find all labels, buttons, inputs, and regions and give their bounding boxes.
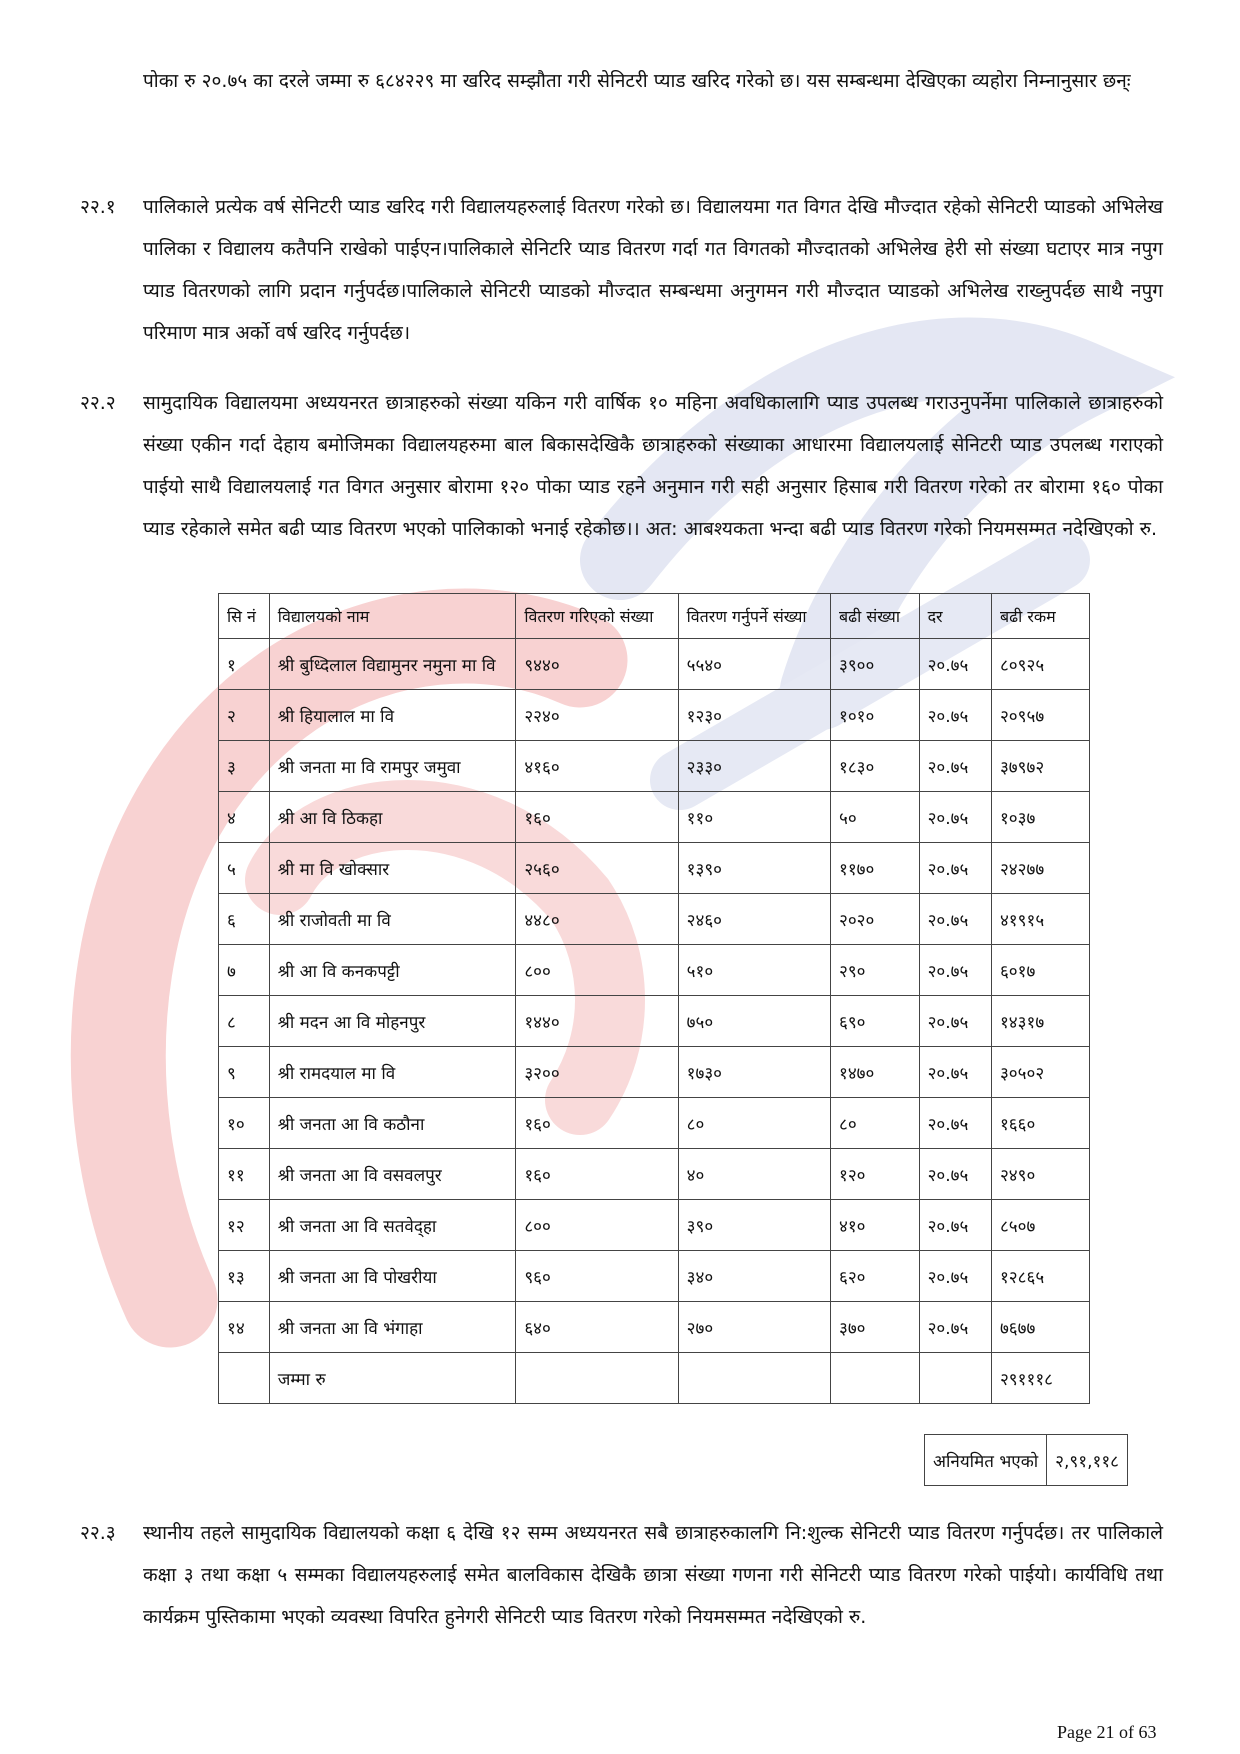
cell-excess: ४१० — [831, 1200, 920, 1251]
cell-excess: ६२० — [831, 1251, 920, 1302]
cell-sn: ११ — [219, 1149, 270, 1200]
cell-school: श्री जनता आ वि कठौना — [269, 1098, 516, 1149]
cell-excess: ३७० — [831, 1302, 920, 1353]
empty-cell — [516, 1353, 678, 1404]
cell-school: श्री जनता आ वि सतवेद्हा — [269, 1200, 516, 1251]
cell-excess: १२० — [831, 1149, 920, 1200]
table-row — [219, 792, 1090, 843]
cell-excess-amount: ६०१७ — [991, 945, 1089, 996]
cell-required: १३९० — [678, 843, 830, 894]
cell-school: श्री राजोवती मा वि — [269, 894, 516, 945]
cell-rate: २०.७५ — [919, 1149, 991, 1200]
cell-excess-amount: २०९५७ — [991, 690, 1089, 741]
cell-sn: ६ — [219, 894, 270, 945]
cell-rate: २०.७५ — [919, 894, 991, 945]
empty-cell — [831, 1353, 920, 1404]
cell-excess-amount: ४१९१५ — [991, 894, 1089, 945]
cell-required: ७५० — [678, 996, 830, 1047]
table-row — [219, 1098, 1090, 1149]
cell-distributed: ४१६० — [516, 741, 678, 792]
table-row — [219, 690, 1090, 741]
table-header-row — [219, 594, 1090, 639]
cell-excess: ५० — [831, 792, 920, 843]
cell-rate: २०.७५ — [919, 1098, 991, 1149]
cell-required: ३४० — [678, 1251, 830, 1302]
total-label: जम्मा रु — [269, 1353, 516, 1404]
table-row — [219, 741, 1090, 792]
section-number: २२.१ — [80, 196, 116, 218]
section-number: २२.२ — [80, 392, 116, 414]
cell-required: १७३० — [678, 1047, 830, 1098]
cell-excess: ६९० — [831, 996, 920, 1047]
cell-distributed: २२४० — [516, 690, 678, 741]
cell-distributed: १६० — [516, 792, 678, 843]
cell-distributed: १६० — [516, 1149, 678, 1200]
cell-excess: २०२० — [831, 894, 920, 945]
cell-excess: १४७० — [831, 1047, 920, 1098]
cell-distributed: ८०० — [516, 1200, 678, 1251]
cell-excess-amount: १४३१७ — [991, 996, 1089, 1047]
cell-sn: ७ — [219, 945, 270, 996]
cell-sn: १० — [219, 1098, 270, 1149]
col-header-school: विद्यालयको नाम — [269, 594, 516, 639]
cell-sn: ९ — [219, 1047, 270, 1098]
table-row — [219, 1251, 1090, 1302]
cell-distributed: ६४० — [516, 1302, 678, 1353]
table-total-row — [219, 1353, 1090, 1404]
cell-school: श्री रामदयाल मा वि — [269, 1047, 516, 1098]
cell-rate: २०.७५ — [919, 996, 991, 1047]
irregular-amount-box — [924, 1434, 1128, 1486]
cell-required: १२३० — [678, 690, 830, 741]
cell-required: ३९० — [678, 1200, 830, 1251]
cell-excess: ८० — [831, 1098, 920, 1149]
cell-rate: २०.७५ — [919, 843, 991, 894]
cell-rate: २०.७५ — [919, 1302, 991, 1353]
cell-excess-amount: २४२७७ — [991, 843, 1089, 894]
cell-required: ११० — [678, 792, 830, 843]
cell-school: श्री मदन आ वि मोहनपुर — [269, 996, 516, 1047]
cell-school: श्री आ वि ठिकहा — [269, 792, 516, 843]
cell-excess-amount: ३७९७२ — [991, 741, 1089, 792]
cell-excess-amount: १६६० — [991, 1098, 1089, 1149]
col-header-required: वितरण गर्नुपर्ने संख्या — [678, 594, 830, 639]
cell-distributed: १६० — [516, 1098, 678, 1149]
col-header-sn: सि नं — [219, 594, 270, 639]
cell-required: ४० — [678, 1149, 830, 1200]
empty-cell — [219, 1353, 270, 1404]
col-header-rate: दर — [919, 594, 991, 639]
table-row — [219, 843, 1090, 894]
cell-excess: ११७० — [831, 843, 920, 894]
cell-excess: २९० — [831, 945, 920, 996]
cell-school: श्री जनता मा वि रामपुर जमुवा — [269, 741, 516, 792]
cell-excess: १८३० — [831, 741, 920, 792]
cell-school: श्री जनता आ वि वसवलपुर — [269, 1149, 516, 1200]
table-row — [219, 1302, 1090, 1353]
cell-required: २७० — [678, 1302, 830, 1353]
cell-excess: १०१० — [831, 690, 920, 741]
table-row — [219, 1047, 1090, 1098]
total-value: २९१११८ — [991, 1353, 1089, 1404]
cell-sn: १२ — [219, 1200, 270, 1251]
cell-rate: २०.७५ — [919, 1047, 991, 1098]
table-body — [219, 639, 1090, 1404]
cell-sn: २ — [219, 690, 270, 741]
cell-sn: ८ — [219, 996, 270, 1047]
cell-distributed: ९६० — [516, 1251, 678, 1302]
empty-cell — [919, 1353, 991, 1404]
cell-excess-amount: ३०५०२ — [991, 1047, 1089, 1098]
cell-sn: १३ — [219, 1251, 270, 1302]
cell-distributed: ९४४० — [516, 639, 678, 690]
cell-rate: २०.७५ — [919, 690, 991, 741]
table-row — [219, 639, 1090, 690]
cell-rate: २०.७५ — [919, 792, 991, 843]
cell-rate: २०.७५ — [919, 1251, 991, 1302]
section-paragraph: पालिकाले प्रत्येक वर्ष सेनिटरी प्याड खरिद गरी विद्यालयहरुलाई वितरण गरेको छ। विद्यालयमा गत विगत देखि मौज्दात रहेको सेनिटरी प्याडको अभिलेख पालिका र विद्यालय कतैपनि राखेको पाईएन।पालिकाले सेनिटरि प्याड वितरण गर्दा गत विगतको मौज्दातको अभिलेख हेरी सो संख्या घटाएर मात्र नपुग प्याड वितरणको लागि प्रदान गर्नुपर्दछ।पालिकाले सेनिटरी प्याडको मौज्दात सम्बन्धमा अनुगमन गरी मौज्दात प्याडको अभिलेख राख्नुपर्दछ साथै नपुग परिमाण मात्र अर्को वर्ष खरिद गर्नुपर्दछ। — [143, 196, 1163, 344]
page-number: Page 21 of 63 — [1057, 1722, 1157, 1742]
cell-required: ५१० — [678, 945, 830, 996]
cell-sn: १ — [219, 639, 270, 690]
table-row — [219, 945, 1090, 996]
cell-excess-amount: ८०९२५ — [991, 639, 1089, 690]
cell-excess: ३९०० — [831, 639, 920, 690]
intro-paragraph: पोका रु २०.७५ का दरले जम्मा रु ६८४२२९ मा खरिद सम्झौता गरी सेनिटरी प्याड खरिद गरेको छ। यस सम्बन्धमा देखिएका व्यहोरा निम्नानुसार छन्ः — [143, 70, 1131, 92]
cell-school: श्री बुध्दिलाल विद्यामुनर नमुना मा वि — [269, 639, 516, 690]
table-row — [219, 894, 1090, 945]
empty-cell — [678, 1353, 830, 1404]
col-header-excess: बढी संख्या — [831, 594, 920, 639]
cell-required: ५५४० — [678, 639, 830, 690]
cell-excess-amount: १०३७ — [991, 792, 1089, 843]
cell-required: ८० — [678, 1098, 830, 1149]
cell-sn: ३ — [219, 741, 270, 792]
cell-distributed: १४४० — [516, 996, 678, 1047]
cell-distributed: २५६० — [516, 843, 678, 894]
table-row — [219, 1200, 1090, 1251]
cell-excess-amount: ७६७७ — [991, 1302, 1089, 1353]
cell-sn: ४ — [219, 792, 270, 843]
cell-rate: २०.७५ — [919, 1200, 991, 1251]
cell-sn: १४ — [219, 1302, 270, 1353]
cell-school: श्री मा वि खोक्सार — [269, 843, 516, 894]
table-row — [219, 1149, 1090, 1200]
cell-school: श्री जनता आ वि पोखरीया — [269, 1251, 516, 1302]
irregular-value: २,९१,११८ — [1047, 1435, 1128, 1486]
section-number: २२.३ — [80, 1522, 116, 1544]
cell-excess-amount: १२८६५ — [991, 1251, 1089, 1302]
cell-distributed: ८०० — [516, 945, 678, 996]
cell-required: २३३० — [678, 741, 830, 792]
cell-excess-amount: २४९० — [991, 1149, 1089, 1200]
section-paragraph: स्थानीय तहले सामुदायिक विद्यालयको कक्षा ६ देखि १२ सम्म अध्ययनरत सबै छात्राहरुकालगि नि:शुल्क सेनिटरी प्याड वितरण गर्नुपर्दछ। तर पालिकाले कक्षा ३ तथा कक्षा ५ सम्मका विद्यालयहरुलाई समेत बालविकास देखिकै छात्रा संख्या गणना गरी सेनिटरी प्याड वितरण गरेको पाईयो। कार्यविधि तथा कार्यक्रम पुस्तिकामा भएको व्यवस्था विपरित हुनेगरी सेनिटरी प्याड वितरण गरेको नियमसम्मत नदेखिएको रु. — [143, 1522, 1163, 1628]
irregular-label: अनियमित भएको — [925, 1435, 1047, 1486]
cell-rate: २०.७५ — [919, 741, 991, 792]
cell-excess-amount: ८५०७ — [991, 1200, 1089, 1251]
cell-distributed: ३२०० — [516, 1047, 678, 1098]
distribution-table — [218, 593, 1090, 1404]
cell-required: २४६० — [678, 894, 830, 945]
cell-school: श्री आ वि कनकपट्टी — [269, 945, 516, 996]
cell-sn: ५ — [219, 843, 270, 894]
table-row — [219, 996, 1090, 1047]
col-header-excess-amount: बढी रकम — [991, 594, 1089, 639]
cell-rate: २०.७५ — [919, 639, 991, 690]
col-header-distributed: वितरण गरिएको संख्या — [516, 594, 678, 639]
section-paragraph: सामुदायिक विद्यालयमा अध्ययनरत छात्राहरुको संख्या यकिन गरी वार्षिक १० महिना अवधिकालागि प्याड उपलब्ध गराउनुपर्नेमा पालिकाले छात्राहरुको संख्या एकीन गर्दा देहाय बमोजिमका विद्यालयहरुमा बाल बिकासदेखिकै छात्राहरुको संख्याका आधारमा विद्यालयलाई सेनिटरी प्याड उपलब्ध गराएको पाईयो साथै विद्यालयलाई गत विगत अनुसार बोरामा १२० पोका प्याड रहने अनुमान गरी सही अनुसार हिसाब गरी वितरण गरेको तर बोरामा १६० पोका प्याड रहेकाले समेत बढी प्याड वितरण भएको पालिकाको भनाई रहेकोछ।। अत: आबश्यकता भन्दा बढी प्याड वितरण गरेको नियमसम्मत नदेखिएको रु. — [143, 392, 1163, 540]
cell-school: श्री हियालाल मा वि — [269, 690, 516, 741]
cell-distributed: ४४८० — [516, 894, 678, 945]
cell-rate: २०.७५ — [919, 945, 991, 996]
cell-school: श्री जनता आ वि भंगाहा — [269, 1302, 516, 1353]
